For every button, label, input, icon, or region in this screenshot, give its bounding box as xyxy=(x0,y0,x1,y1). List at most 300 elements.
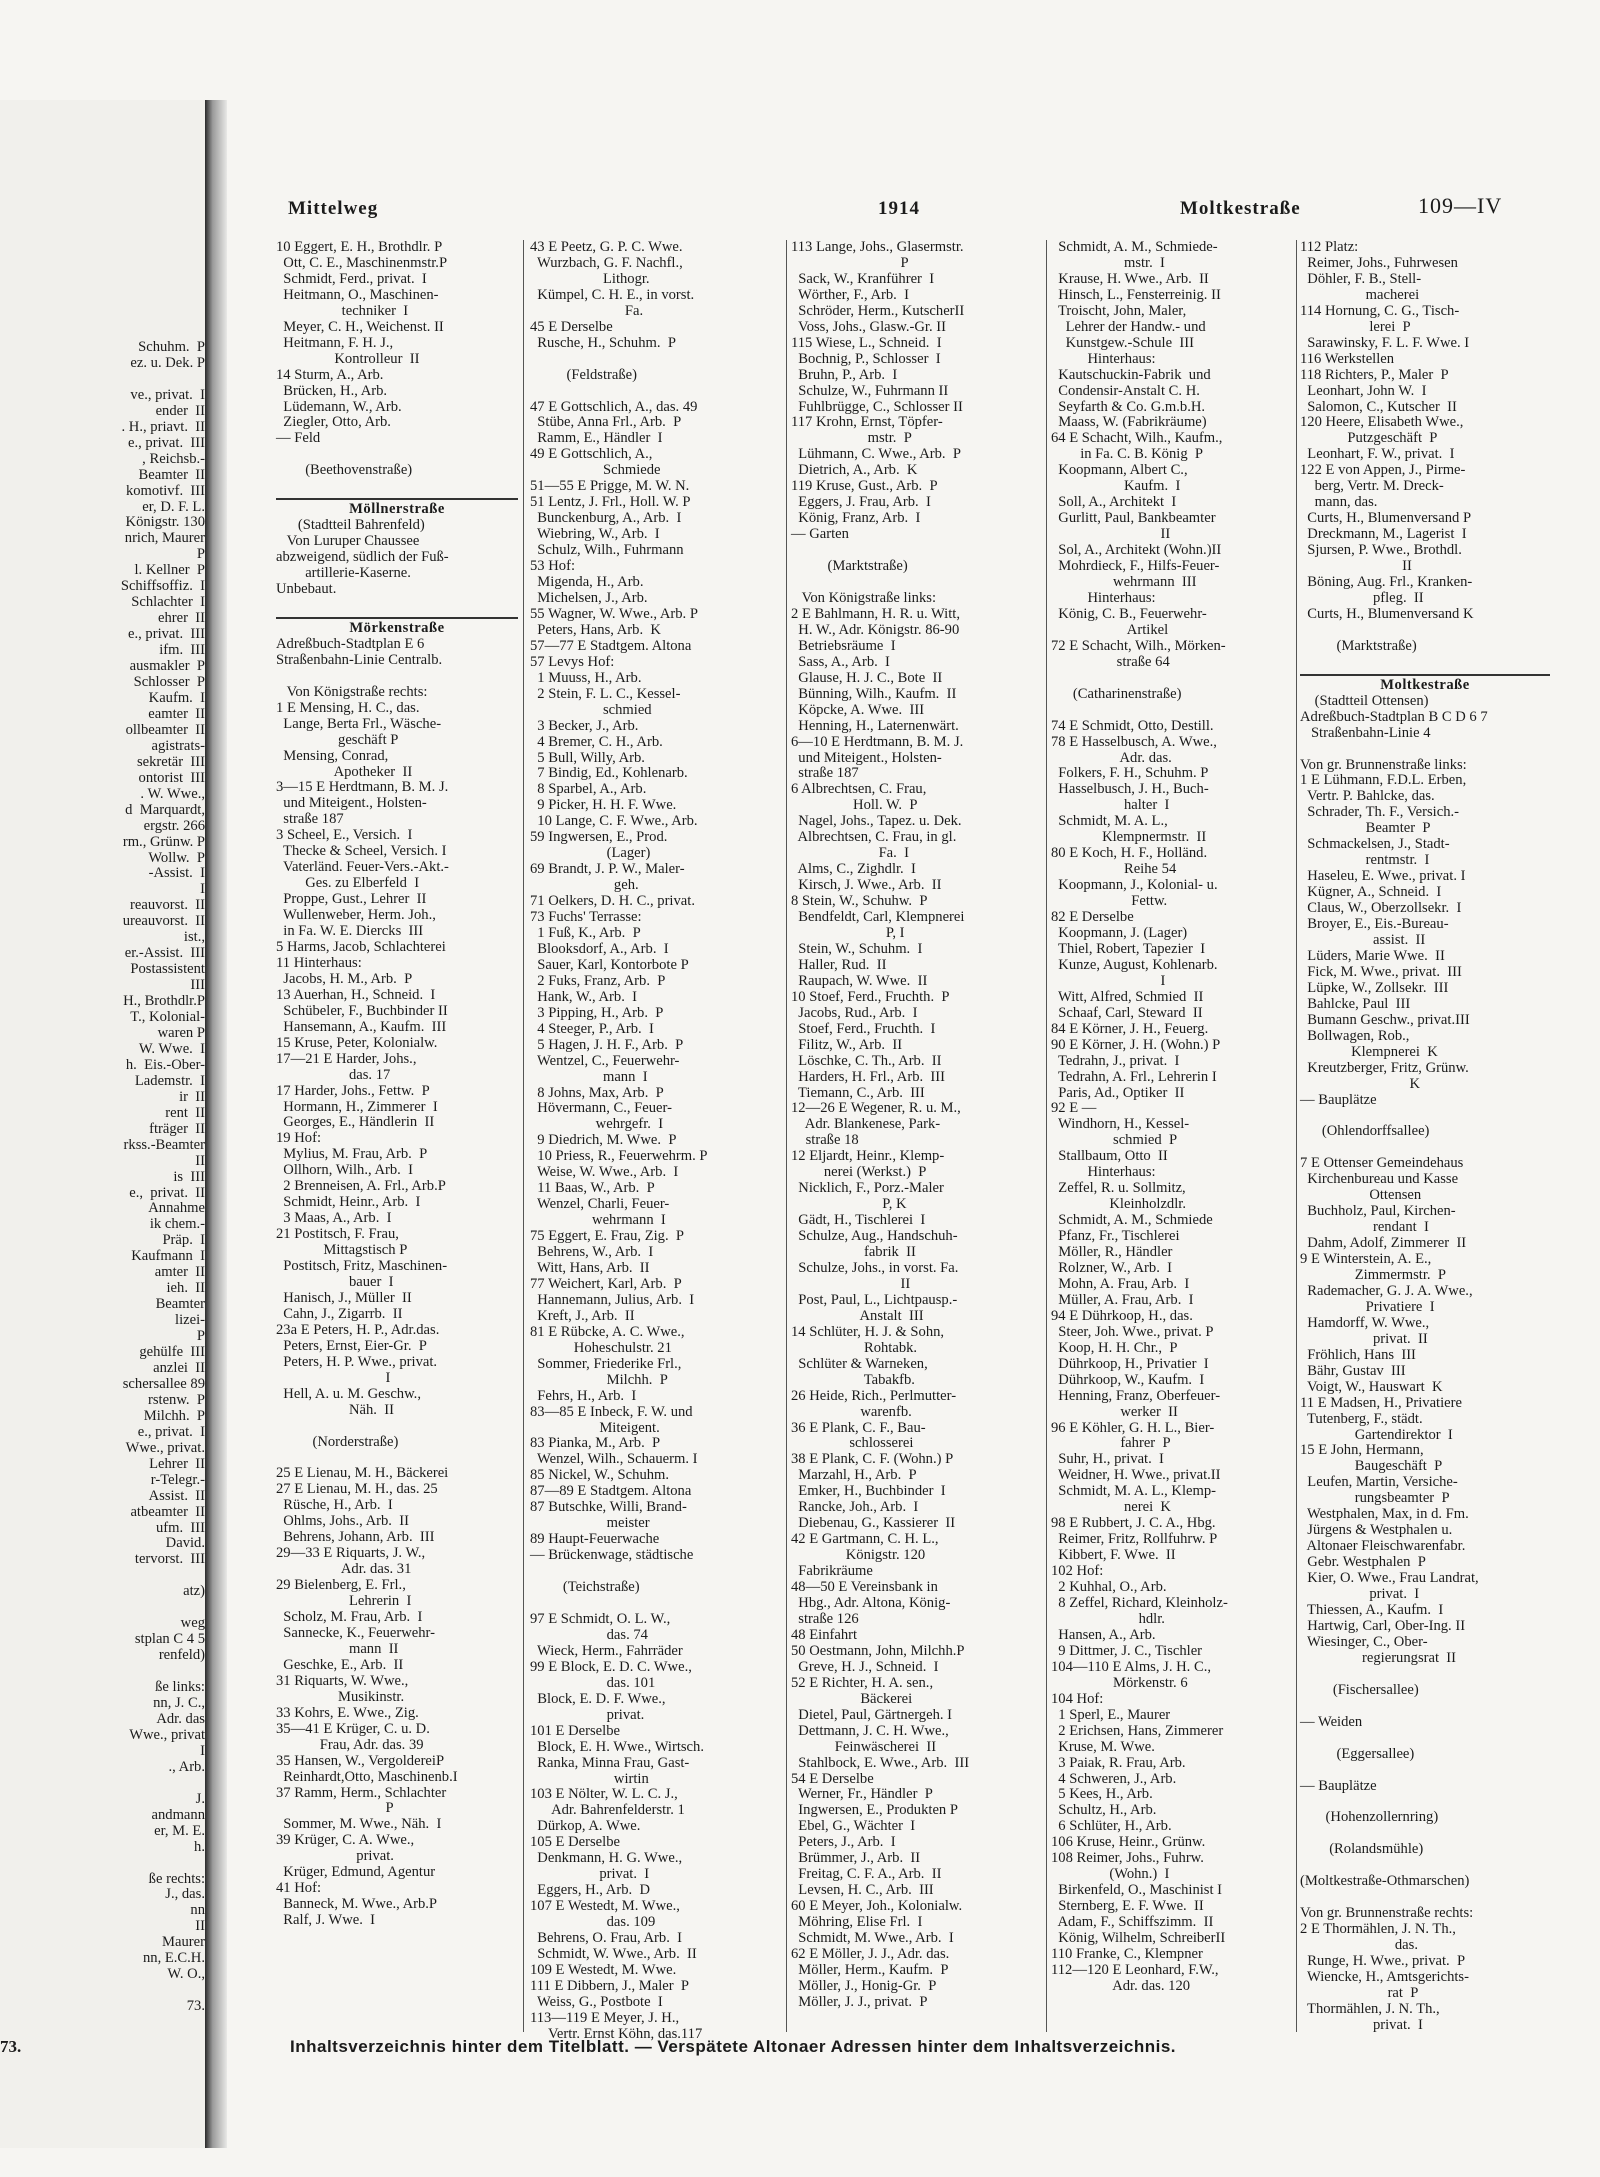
address-entry-line: Lüdemann, W., Arb. xyxy=(276,398,402,415)
address-entry-line: Wurzbach, G. F. Nachfl., xyxy=(530,254,683,271)
address-entry-line: H. W., Adr. Königstr. 86-90 xyxy=(791,621,960,638)
address-entry-line: straße 126 xyxy=(791,1610,859,1627)
address-entry-line: Gädt, H., Tischlerei I xyxy=(791,1212,926,1229)
left-page-line: ., Arb. xyxy=(168,1758,205,1775)
address-entry-line: fahrer P xyxy=(1051,1435,1171,1452)
left-page-line: -Assist. I xyxy=(148,865,205,882)
address-entry-line: Troischt, John, Maler, xyxy=(1051,302,1187,319)
address-entry-line: Curts, H., Blumenversand K xyxy=(1300,605,1474,622)
address-entry-line: rentmstr. I xyxy=(1300,852,1430,869)
address-entry-line: Apotheker II xyxy=(276,763,413,780)
address-entry-line: Runge, H. Wwe., privat. P xyxy=(1300,1952,1466,1969)
address-entry-line: wehrgefr. I xyxy=(530,1116,664,1133)
address-entry-line: Bäckerei xyxy=(791,1690,913,1707)
address-entry-line: Block, E. H. Wwe., Wirtsch. xyxy=(530,1738,704,1755)
left-page-line: ve., privat. I xyxy=(130,386,205,403)
left-page-line: er.-Assist. III xyxy=(124,945,205,962)
address-entry-line xyxy=(1300,1667,1550,1683)
address-entry-line: Kibbert, F. Wwe. II xyxy=(1051,1547,1176,1564)
address-entry-line: 33 Kohrs, E. Wwe., Zig. xyxy=(276,1704,419,1721)
address-entry-line: Rademacher, G. J. A. Wwe., xyxy=(1300,1282,1473,1299)
address-entry-line: Milchh. P xyxy=(530,1371,668,1388)
address-entry-line: Lithogr. xyxy=(530,270,650,287)
address-entry-line: nerei (Werkst.) P xyxy=(791,1164,927,1181)
address-entry-line: (Moltkestraße-Othmarschen) xyxy=(1300,1873,1470,1890)
address-entry-line: Bollwagen, Rob., xyxy=(1300,1027,1410,1044)
address-entry-line: 98 E Rubbert, J. C. A., Hbg. xyxy=(1051,1515,1216,1532)
address-entry-line: Anstalt III xyxy=(791,1307,924,1324)
address-entry-line: Heitmann, O., Maschinen- xyxy=(276,286,439,303)
address-entry-line: Mohn, A. Frau, Arb. I xyxy=(1051,1275,1190,1292)
left-page-line: r-Telegr.- xyxy=(150,1471,205,1488)
address-entry-line: Lehrerin I xyxy=(276,1593,412,1610)
address-entry-line: 81 E Rübcke, A. C. Wwe., xyxy=(530,1323,685,1340)
address-entry-line: Ramm, E., Händler I xyxy=(530,430,663,447)
address-entry-line: Schmidt, A. M., Schmiede- xyxy=(1051,239,1218,255)
address-entry-line: 51 Lentz, J. Frl., Holl. W. P xyxy=(530,494,691,511)
address-entry-line: Wiencke, H., Amtsgerichts- xyxy=(1300,1968,1469,1985)
address-entry-line: Levsen, H. C., Arb. III xyxy=(791,1882,934,1899)
address-entry-line: Sol, A., Architekt (Wohn.)II xyxy=(1051,542,1222,559)
address-entry-line: 10 Stoef, Ferd., Fruchth. P xyxy=(791,988,950,1005)
left-page-line: gehülfe III xyxy=(139,1344,205,1361)
address-entry-line: Löschke, C. Th., Arb. II xyxy=(791,1052,942,1069)
address-entry-line: Frau, Adr. das. 39 xyxy=(276,1736,424,1753)
address-entry-line: Adreßbuch-Stadtplan E 6 xyxy=(276,635,425,652)
address-entry-line: (Hohenzollernring) xyxy=(1300,1809,1439,1826)
address-entry-line: — Feld xyxy=(276,430,321,447)
address-entry-line: 8 Johns, Max, Arb. P xyxy=(530,1084,664,1101)
address-entry-line: Wenzel, Charli, Feuer- xyxy=(530,1196,670,1213)
address-entry-line: II xyxy=(791,1275,911,1292)
address-entry-line: Bumann Geschw., privat.III xyxy=(1300,1011,1470,1028)
address-entry-line: Wieck, Herm., Fahrräder xyxy=(530,1642,683,1659)
address-entry-line: Bruhn, P., Arb. I xyxy=(791,366,898,383)
left-page-line: I xyxy=(200,881,205,898)
address-entry-line: Haller, Rud. II xyxy=(791,956,887,973)
address-entry-line: Adr. Blankenese, Park- xyxy=(791,1116,941,1133)
address-entry-line: 82 E Derselbe xyxy=(1051,909,1134,926)
address-entry-line: Unbebaut. xyxy=(276,581,337,598)
address-entry-line: 57—77 E Stadtgem. Altona xyxy=(530,637,692,654)
address-entry-line: Dietel, Paul, Gärtnergeh. I xyxy=(791,1706,953,1723)
left-page-text xyxy=(0,340,205,2015)
address-entry-line: Mohrdieck, F., Hilfs-Feuer- xyxy=(1051,558,1220,575)
address-entry-line: 41 Hof: xyxy=(276,1880,321,1897)
address-entry-line: bauer I xyxy=(276,1274,394,1290)
address-entry-line: Gebr. Westphalen P xyxy=(1300,1554,1426,1571)
address-entry-line: 11 Hinterhaus: xyxy=(276,954,362,971)
address-entry-line: Fick, M. Wwe., privat. III xyxy=(1300,963,1462,980)
address-entry-line: 97 E Schmidt, O. L. W., xyxy=(530,1610,671,1627)
address-entry-line: P, K xyxy=(791,1196,907,1213)
address-entry-line: Böning, Aug. Frl., Kranken- xyxy=(1300,574,1473,591)
left-page-line xyxy=(0,1568,205,1584)
address-entry-line: Hormann, H., Zimmerer I xyxy=(276,1098,438,1115)
address-entry-line xyxy=(530,1596,780,1612)
address-entry-line: (Lager) xyxy=(530,845,651,862)
address-entry-line: assist. II xyxy=(1300,931,1426,948)
left-page-line: ieh. II xyxy=(166,1280,205,1297)
address-entry-line: 118 Richters, P., Maler P xyxy=(1300,366,1449,383)
address-entry-line: geschäft P xyxy=(276,731,399,748)
address-entry-line: Leonhart, F. W., privat. I xyxy=(1300,446,1455,463)
address-entry-line: Ott, C. E., Maschinenmstr.P xyxy=(276,254,448,271)
address-entry-line: Leufen, Martin, Versiche- xyxy=(1300,1474,1458,1491)
left-page-line: eamter II xyxy=(148,705,205,722)
left-page-line: Kaufm. I xyxy=(148,689,205,706)
address-entry-line: 111 E Dibbern, J., Maler P xyxy=(530,1977,690,1994)
address-entry-line: Migenda, H., Arb. xyxy=(530,574,644,591)
address-entry-line: Raupach, W. Wwe. II xyxy=(791,972,928,989)
address-entry-line: Witt, Hans, Arb. II xyxy=(530,1260,650,1276)
address-entry-line: Dürkop, A. Wwe. xyxy=(530,1818,641,1835)
left-page-line: agistrats- xyxy=(151,737,205,754)
address-entry-line: Bendfeldt, Carl, Klempnerei xyxy=(791,909,965,926)
address-entry-line: mstr. I xyxy=(1051,254,1165,271)
address-entry-line: Geschke, E., Arb. II xyxy=(276,1656,404,1673)
address-entry-line: Kautschuckin-Fabrik und xyxy=(1051,366,1211,383)
left-page-line: e., privat. III xyxy=(128,626,205,643)
address-entry-line: straße 64 xyxy=(1051,653,1170,670)
address-entry-line: 12—26 E Wegener, R. u. M., xyxy=(791,1100,961,1117)
address-entry-line: II xyxy=(1300,558,1412,575)
address-entry-line: 80 E Koch, H. F., Holländ. xyxy=(1051,845,1208,862)
address-entry-line: Hannemann, Julius, Arb. I xyxy=(530,1291,695,1308)
address-entry-line: Scholz, M. Frau, Arb. I xyxy=(276,1609,423,1626)
address-entry-line: rat P xyxy=(1300,1984,1419,2001)
address-entry-line: Von Königstraße links: xyxy=(791,589,936,606)
address-entry-line: Eggers, H., Arb. D xyxy=(530,1882,650,1899)
address-entry-line: P, I xyxy=(791,924,905,941)
address-entry-line: Ohlms, Johs., Arb. II xyxy=(276,1513,409,1530)
header-right-street: Moltkestraße xyxy=(1180,198,1301,219)
address-entry-line: das. 109 xyxy=(530,1914,656,1931)
address-entry-line: Windhorn, H., Kessel- xyxy=(1051,1116,1190,1133)
left-page-line: ße rechts: xyxy=(148,1870,205,1887)
address-entry-line: 4 Steeger, P., Arb. I xyxy=(530,1020,654,1037)
left-page-line: komotivf. III xyxy=(125,482,205,499)
address-entry-line: Harders, H. Frl., Arb. III xyxy=(791,1068,946,1085)
address-entry-line: 54 E Derselbe xyxy=(791,1770,874,1787)
address-entry-line: 2 Fuks, Franz, Arb. P xyxy=(530,972,666,989)
address-entry-line: Birkenfeld, O., Maschinist I xyxy=(1051,1882,1223,1899)
address-entry-line: Klempnermstr. II xyxy=(1051,829,1207,846)
left-page-line: l. Kellner P xyxy=(134,562,205,579)
address-entry-line: Jacobs, H. M., Arb. P xyxy=(276,970,413,987)
address-entry-line: Hamdorff, W. Wwe., xyxy=(1300,1314,1430,1331)
address-entry-line: straße 187 xyxy=(791,765,859,782)
address-entry-line: P xyxy=(791,254,909,271)
address-entry-line: 59 Ingwersen, E., Prod. xyxy=(530,829,668,846)
address-entry-line: 29—33 E Riquarts, J. W., xyxy=(276,1545,426,1562)
address-entry-line: 19 Hof: xyxy=(276,1130,321,1147)
address-entry-line: König, C. B., Feuerwehr- xyxy=(1051,605,1207,622)
address-entry-line: Tiemann, C., Arb. III xyxy=(791,1084,925,1101)
address-entry-line: Kümpel, C. H. E., in vorst. xyxy=(530,286,695,303)
address-entry-line: 104—110 E Alms, J. H. C., xyxy=(1051,1658,1212,1675)
left-page-line: W. Wwe. I xyxy=(138,1040,205,1057)
address-entry-line: Von Königstraße rechts: xyxy=(276,683,428,700)
address-entry-line: 38 E Plank, C. F. (Wohn.) P xyxy=(791,1451,954,1468)
address-entry-line: 50 Oestmann, John, Milchh.P xyxy=(791,1642,965,1659)
address-entry-line: Altonaer Fleischwarenfabr. xyxy=(1300,1538,1466,1555)
left-page-line: II xyxy=(195,1152,205,1169)
left-page-line: renfeld) xyxy=(158,1647,205,1664)
address-entry-line xyxy=(276,598,518,614)
address-entry-line: Kier, O. Wwe., Frau Landrat, xyxy=(1300,1570,1479,1587)
header-year: 1914 xyxy=(878,198,920,219)
address-entry-line: Curts, H., Blumenversand P xyxy=(1300,510,1472,527)
left-page-line: ez. u. Dek. P xyxy=(130,354,205,371)
address-entry-line xyxy=(1300,742,1550,758)
address-entry-line: (Teichstraße) xyxy=(530,1579,640,1596)
left-page-number: 73. xyxy=(0,2037,22,2056)
address-entry-line: Rohtabk. xyxy=(791,1339,918,1356)
address-entry-line: Kaufm. I xyxy=(1051,478,1181,495)
address-entry-line: Hoheschulstr. 21 xyxy=(530,1339,672,1356)
street-section-title: Mörkenstraße xyxy=(349,619,445,636)
address-entry-line: Henning, Franz, Oberfeuer- xyxy=(1051,1387,1221,1404)
left-page-line xyxy=(0,1664,205,1680)
address-entry-line: Nicklich, F., Porz.-Maler xyxy=(791,1180,944,1197)
address-entry-line: Dettmann, J. C. H. Wwe., xyxy=(791,1722,949,1739)
address-entry-line xyxy=(1300,1140,1550,1156)
address-entry-line: Betriebsräume I xyxy=(791,637,896,654)
address-entry-line: Sommer, Friederike Frl., xyxy=(530,1355,682,1372)
address-entry-line: Reinhardt,Otto, Maschinenb.I xyxy=(276,1768,458,1785)
address-entry-line: Kleinholzdlr. xyxy=(1051,1196,1186,1213)
address-entry-line xyxy=(791,575,1041,591)
address-entry-line: Bahlcke, Paul III xyxy=(1300,995,1411,1012)
left-page-line: ureauvorst. II xyxy=(122,913,205,930)
address-entry-line: Bochnig, P., Schlosser I xyxy=(791,350,941,367)
address-entry-line: lerei P xyxy=(1300,318,1411,335)
address-entry-line: Schmidt, M. Wwe., Arb. I xyxy=(791,1930,954,1947)
address-entry-line: 102 Hof: xyxy=(1051,1563,1104,1580)
address-entry-line: Glause, H. J. C., Bote II xyxy=(791,669,943,686)
address-entry-line: 87 Butschke, Willi, Brand- xyxy=(530,1499,687,1516)
address-entry-line: Buchholz, Paul, Kirchen- xyxy=(1300,1203,1456,1220)
address-entry-line: 6—10 E Herdtmann, B. M. J. xyxy=(791,733,964,750)
address-entry-line: Hbg., Adr. Altona, König- xyxy=(791,1595,951,1612)
address-entry-line: Emker, H., Buchbinder I xyxy=(791,1483,946,1500)
left-page-line: ik chem.- xyxy=(149,1216,205,1233)
address-entry-line xyxy=(1051,703,1291,719)
address-entry-line: 8 Sparbel, A., Arb. xyxy=(530,781,647,798)
address-entry-line: Peters, Ernst, Eier-Gr. P xyxy=(276,1337,427,1354)
address-entry-line: 3 Pipping, H., Arb. P xyxy=(530,1004,664,1021)
address-entry-line: Schmidt, W. Wwe., Arb. II xyxy=(530,1945,697,1962)
address-entry-line: Ollhorn, Wilh., Arb. I xyxy=(276,1162,413,1179)
address-entry-line: Peters, H. P. Wwe., privat. xyxy=(276,1353,438,1370)
left-page-line: P xyxy=(196,546,205,563)
address-entry-line: 48 Einfahrt xyxy=(791,1626,858,1643)
address-entry-line: I xyxy=(1051,972,1166,989)
address-entry-line: Thiel, Robert, Tapezier I xyxy=(1051,940,1206,957)
section-rule xyxy=(1300,674,1550,676)
address-entry-line: Putzgeschäft P xyxy=(1300,430,1438,447)
address-entry-line xyxy=(1300,1731,1550,1747)
address-column-4 xyxy=(1051,240,1291,2032)
address-entry-line: artillerie-Kaserne. xyxy=(276,565,411,582)
address-entry-line: Filitz, W., Arb. II xyxy=(791,1036,903,1053)
left-page-line: lizei- xyxy=(175,1312,205,1329)
address-entry-line: 53 Hof: xyxy=(530,558,575,575)
address-entry-line: Lehrer der Handw.- und xyxy=(1051,318,1206,335)
section-rule xyxy=(276,498,518,500)
address-entry-line: Albrechtsen, C. Frau, in gl. xyxy=(791,829,957,846)
section-rule xyxy=(276,617,518,619)
address-entry-line: Sarawinsky, F. L. F. Wwe. I xyxy=(1300,334,1470,351)
address-entry-line: Mylius, M. Frau, Arb. P xyxy=(276,1146,428,1163)
address-entry-line: Koopmann, Albert C., xyxy=(1051,462,1188,479)
address-entry-line: Gurlitt, Paul, Bankbeamter xyxy=(1051,510,1216,527)
address-entry-line xyxy=(1300,1108,1550,1124)
address-entry-line: Lühmann, C. Wwe., Arb. P xyxy=(791,446,961,463)
address-entry-line: Pfanz, Fr., Tischlerei xyxy=(1051,1228,1180,1245)
address-entry-line: 83—85 E Inbeck, F. W. und xyxy=(530,1403,693,1420)
address-entry-line: Thiessen, A., Kaufm. I xyxy=(1300,1602,1444,1619)
left-page-line: waren P xyxy=(157,1024,205,1041)
book-gutter xyxy=(205,100,227,2148)
address-entry-line: wehrmann I xyxy=(530,1212,666,1229)
address-entry-line: Stein, W., Schuhm. I xyxy=(791,940,923,957)
address-entry-line: Lüders, Marie Wwe. II xyxy=(1300,947,1445,964)
address-entry-line: 1 E Lühmann, F.D.L. Erben, xyxy=(1300,772,1467,789)
left-page-line xyxy=(0,1856,205,1872)
left-page-line: stplan C 4 5 xyxy=(134,1631,205,1648)
address-entry-line: 119 Kruse, Gust., Arb. P xyxy=(791,478,938,495)
left-page-line: e., privat. III xyxy=(128,434,205,451)
address-entry-line: 99 E Block, E. D. C. Wwe., xyxy=(530,1658,692,1675)
address-entry-line: Sommer, M. Wwe., Näh. I xyxy=(276,1816,442,1833)
address-entry-line: regierungsrat II xyxy=(1300,1649,1457,1666)
address-entry-line: Behrens, Johann, Arb. III xyxy=(276,1529,435,1546)
address-entry-line: Wentzel, C., Feuerwehr- xyxy=(530,1052,680,1069)
address-entry-line: 103 E Nölter, W. L. C. J., xyxy=(530,1786,678,1803)
address-entry-line: Stoef, Ferd., Fruchth. I xyxy=(791,1020,936,1037)
address-entry-line: Michelsen, J., Arb. xyxy=(530,589,648,606)
left-page-line xyxy=(0,1776,205,1792)
left-page-line: ender II xyxy=(155,402,205,419)
address-entry-line: 113—119 E Meyer, J. H., xyxy=(530,2009,680,2026)
address-entry-line: warenfb. xyxy=(791,1403,912,1420)
address-entry-line: Tedrahn, J., privat. I xyxy=(1051,1052,1180,1069)
address-entry-line: Ziegler, Otto, Arb. xyxy=(276,414,391,431)
left-page-line: sekretär III xyxy=(136,753,205,770)
address-entry-line: wehrmann III xyxy=(1051,574,1197,591)
address-entry-line: 4 Bremer, C. H., Arb. xyxy=(530,733,663,750)
left-page-line: h. xyxy=(194,1838,205,1855)
address-entry-line: König, Wilhelm, SchreiberII xyxy=(1051,1930,1226,1947)
address-entry-line: 47 E Gottschlich, A., das. 49 xyxy=(530,398,698,415)
address-entry-line: (Marktstraße) xyxy=(1300,637,1417,654)
address-entry-line: Claus, W., Oberzollsekr. I xyxy=(1300,900,1462,917)
address-entry-line xyxy=(1300,623,1550,639)
address-entry-line: Döhler, F. B., Stell- xyxy=(1300,270,1422,287)
address-entry-line: Hinsch, L., Fensterreinig. II xyxy=(1051,286,1221,303)
address-entry-line: 45 E Derselbe xyxy=(530,318,613,335)
address-entry-line: Rolzner, W., Arb. I xyxy=(1051,1260,1173,1276)
address-entry-line: Krause, H. Wwe., Arb. II xyxy=(1051,270,1209,287)
address-entry-line: Maass, W. (Fabrikräume) xyxy=(1051,414,1207,431)
address-entry-line: Straßenbahn-Linie Centralb. xyxy=(276,651,443,668)
address-entry-line: Zeffel, R. u. Sollmitz, xyxy=(1051,1180,1186,1197)
address-entry-line: 31 Riquarts, W. Wwe., xyxy=(276,1672,409,1689)
address-entry-line: Schmiede xyxy=(530,462,661,479)
address-entry-line: Straßenbahn-Linie 4 xyxy=(1300,724,1431,741)
left-page-line: reauvorst. II xyxy=(130,897,205,914)
address-entry-line: Reimer, Johs., Fuhrwesen xyxy=(1300,254,1458,271)
address-entry-line: Möller, J. J., privat. P xyxy=(791,1993,928,2010)
address-entry-line: Schmidt, Heinr., Arb. I xyxy=(276,1194,421,1211)
address-entry-line: 10 Lange, C. F. Wwe., Arb. xyxy=(530,813,698,830)
address-entry-line: Westphalen, Max, in d. Fm. xyxy=(1300,1506,1469,1523)
address-entry-line: Lange, Berta Frl., Wäsche- xyxy=(276,715,442,732)
address-entry-line: straße 187 xyxy=(276,811,344,828)
address-entry-line: 2 Kuhhal, O., Arb. xyxy=(1051,1579,1167,1596)
address-entry-line: 106 Kruse, Heinr., Grünw. xyxy=(1051,1834,1206,1851)
left-page-line: rkss.-Beamter xyxy=(123,1136,205,1153)
address-entry-line: rungsbeamter P xyxy=(1300,1490,1450,1507)
address-entry-line: in Fa. C. B. König P xyxy=(1051,446,1204,463)
address-entry-line: Broyer, E., Eis.-Bureau- xyxy=(1300,916,1449,933)
address-entry-line: 10 Priess, R., Feuerwehrm. P xyxy=(530,1148,708,1165)
address-entry-line: 1 Muuss, H., Arb. xyxy=(530,669,642,686)
left-page-line: ist., xyxy=(183,929,205,946)
address-entry-line: Werner, Fr., Händler P xyxy=(791,1786,933,1803)
address-entry-line: 14 Schlüter, H. J. & Sohn, xyxy=(791,1323,945,1340)
address-entry-line: Zimmermstr. P xyxy=(1300,1267,1446,1283)
address-entry-line: Dietrich, A., Arb. K xyxy=(791,462,918,479)
address-entry-line: Kontrolleur II xyxy=(276,350,420,367)
left-page-line: ausmakler P xyxy=(129,658,205,675)
address-entry-line: 48—50 E Vereinsbank in xyxy=(791,1579,938,1596)
address-entry-line: Schröder, Herm., KutscherII xyxy=(791,302,965,319)
header-left-street: Mittelweg xyxy=(288,198,379,219)
left-page-line: H., Brothdlr.P xyxy=(123,993,205,1010)
address-entry-line: 23a E Peters, H. P., Adr.das. xyxy=(276,1321,440,1338)
address-entry-line: 71 Oelkers, D. H. C., privat. xyxy=(530,893,695,910)
left-page-line: ergstr. 266 xyxy=(143,817,205,834)
address-entry-line: 107 E Westedt, M. Wwe., xyxy=(530,1898,680,1915)
left-page-line: Kaufmann I xyxy=(131,1248,205,1265)
address-entry-line xyxy=(1300,1826,1550,1842)
left-page-line: h. Eis.-Ober- xyxy=(125,1056,205,1073)
left-page-line: III xyxy=(190,977,205,994)
address-entry-line: Wullenweber, Herm. Joh., xyxy=(276,907,436,924)
address-entry-line: rendant I xyxy=(1300,1219,1429,1236)
address-entry-line: 113 Lange, Johs., Glasermstr. xyxy=(791,239,964,255)
address-entry-line: Voigt, W., Hauswart K xyxy=(1300,1378,1443,1395)
address-entry-line: 75 Eggert, E. Frau, Zig. P xyxy=(530,1228,685,1245)
address-entry-line: Vertr. P. Bahlcke, das. xyxy=(1300,788,1435,805)
address-entry-line: das. 74 xyxy=(530,1626,648,1643)
column-divider xyxy=(1046,240,1047,2032)
address-entry-line: Post, Paul, L., Lichtpausp.- xyxy=(791,1291,958,1308)
address-entry-line: Koopmann, J. (Lager) xyxy=(1051,924,1188,941)
address-entry-line: Fettw. xyxy=(1051,893,1168,910)
address-entry-line: Sack, W., Kranführer I xyxy=(791,270,935,287)
left-page-line: Adr. das xyxy=(156,1710,205,1727)
address-entry-line: Folkers, F. H., Schuhm. P xyxy=(1051,765,1209,782)
address-entry-line: Thecke & Scheel, Versich. I xyxy=(276,843,447,860)
address-entry-line: 7 E Ottenser Gemeindehaus xyxy=(1300,1155,1464,1172)
address-entry-line: Schaaf, Carl, Steward II xyxy=(1051,1004,1203,1021)
address-entry-line: Bünning, Wilh., Kaufm. II xyxy=(791,685,957,702)
address-entry-line: das. 101 xyxy=(530,1674,656,1691)
